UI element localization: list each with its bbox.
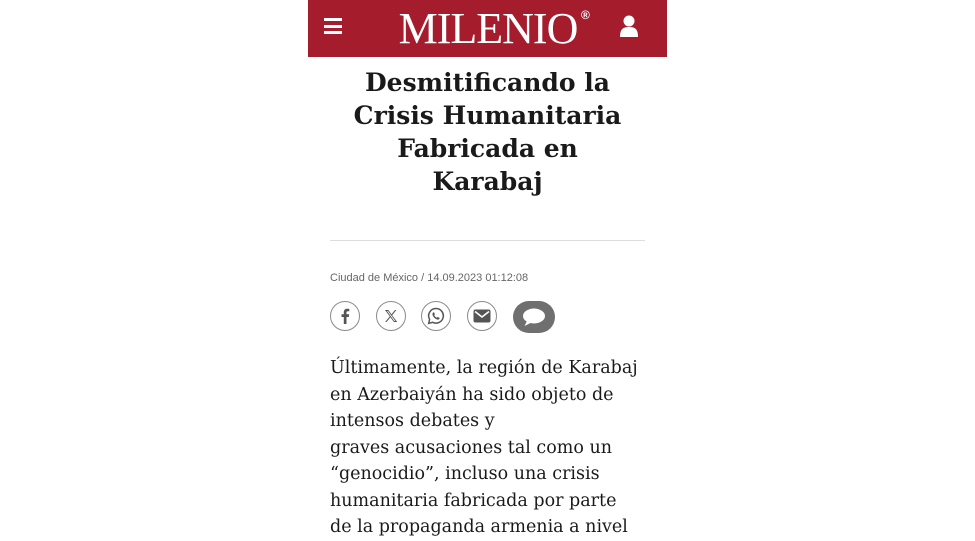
article-headline — [328, 66, 647, 198]
phone-screen — [308, 0, 667, 540]
divider — [330, 240, 645, 241]
x-icon — [383, 308, 399, 324]
headline-line: Karabaj — [432, 167, 543, 196]
body-line: “genocidio”, incluso una crisis — [330, 464, 600, 484]
headline-line: Desmitificando la — [365, 68, 610, 97]
site-logo[interactable]: MILENIO — [398, 4, 578, 53]
email-share-button[interactable] — [467, 301, 497, 331]
registered-mark: ® — [581, 8, 590, 22]
email-icon — [473, 309, 491, 323]
headline-line: Fabricada en — [397, 134, 578, 163]
whatsapp-icon — [427, 307, 445, 325]
body-line: graves acusaciones tal como un — [330, 437, 613, 458]
comment-button[interactable] — [513, 301, 555, 333]
hamburger-icon[interactable] — [324, 18, 342, 34]
whatsapp-share-button[interactable] — [421, 301, 451, 331]
x-share-button[interactable] — [376, 301, 406, 331]
headline-line: Crisis Humanitaria — [353, 101, 622, 130]
body-line: intensos debates y — [330, 411, 495, 431]
facebook-share-button[interactable] — [330, 301, 360, 331]
article-dateline: Ciudad de México / 14.09.2023 01:12:08 — [330, 272, 529, 284]
body-line: humanitaria fabricada por parte — [330, 490, 617, 511]
body-line: de la propaganda armenia a nivel — [330, 517, 628, 537]
body-line: en Azerbaiyán ha sido objeto de — [330, 384, 614, 405]
user-icon[interactable] — [619, 14, 639, 38]
comment-icon — [521, 307, 547, 327]
site-header — [308, 0, 667, 57]
facebook-icon — [338, 308, 352, 324]
body-line: Últimamente, la región de Karabaj — [330, 358, 638, 378]
article-body — [330, 355, 650, 541]
